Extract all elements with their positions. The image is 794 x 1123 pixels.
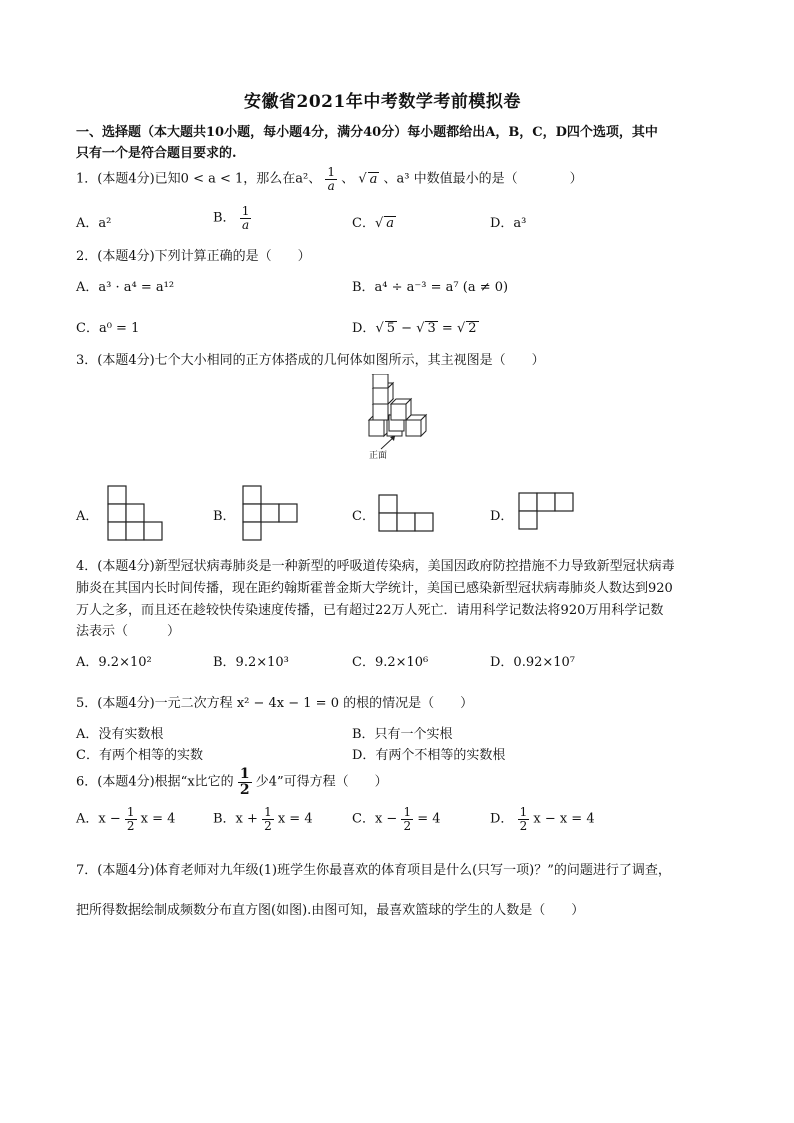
question-4-line1: 4．(本题4分)新型冠状病毒肺炎是一种新型的呼吸道传染病，美国因政府防控措施不力导致新型冠状病毒 [76,559,675,574]
question-6-stem: 6．(本题4分)根据“x比它的 $\frac{1}{2}$ 少4”可得方程（ ） [76,766,388,798]
question-3-option-c-figure[interactable] [378,494,436,534]
question-4-option-b[interactable]: B．9.2×10³ [213,655,289,670]
question-3-option-d-label[interactable]: D． [490,509,514,524]
fraction-one-over-a: $\frac{1}{a}$ [327,165,336,193]
question-5-option-d[interactable]: D．有两个不相等的实数根 [352,748,506,763]
question-1-option-b[interactable]: B． $\frac{1}{a}$ [213,204,250,232]
section-header-line1: 一、选择题（本大题共10小题，每小题4分，满分40分）每小题都给出A，B，C，D四个选项，其中 [76,125,658,140]
question-1-option-d[interactable]: D．a³ [490,216,527,231]
question-4-line3: 万人之多，而且还在趁较快传染速度传播，已有超过22万人死亡．请用科学记数法将920万用科学记数 [76,603,664,618]
question-3-option-a-figure[interactable] [107,485,165,543]
question-2-option-c[interactable]: C．a⁰ = 1 [76,321,140,336]
question-4-option-d[interactable]: D．0.92×10⁷ [490,655,576,670]
question-6-option-a[interactable]: A．x − $\frac{1}{2}$ x = 4 [76,805,176,833]
question-3-stem: 3．(本题4分)七个大小相同的正方体搭成的几何体如图所示，其主视图是（ ） [76,353,545,368]
question-2-option-b[interactable]: B．a⁴ ÷ a⁻³ = a⁷ (a ≠ 0) [352,280,509,295]
question-5-option-c[interactable]: C．有两个相等的实数 [76,748,203,763]
question-3-option-b-label[interactable]: B． [213,509,236,524]
question-5-option-b[interactable]: B．只有一个实根 [352,727,453,742]
question-2-option-a[interactable]: A．a³ · a⁴ = a¹² [76,280,175,295]
question-4-line2: 肺炎在其国内长时间传播，现在距约翰斯霍普金斯大学统计，美国已感染新型冠状病毒肺炎人数达到920 [76,581,673,596]
question-5-option-a[interactable]: A．没有实数根 [76,727,164,742]
question-6-option-c[interactable]: C．x − $\frac{1}{2}$ = 4 [352,805,441,833]
question-3-option-d-figure[interactable] [518,492,576,532]
question-7-line1: 7．(本题4分)体育老师对九年级(1)班学生你最喜欢的体育项目是什么(只写一项)？”的问题进行了调查， [76,863,671,878]
sqrt-a: a [369,171,378,187]
question-6-option-b[interactable]: B．x + $\frac{1}{2}$ x = 4 [213,805,313,833]
question-5-stem: 5．(本题4分)一元二次方程 x² − 4x − 1 = 0 的根的情况是（ ） [76,696,474,711]
question-2-stem: 2．(本题4分)下列计算正确的是（ ） [76,249,311,264]
question-4-line4: 法表示（ ） [76,624,181,639]
question-1-option-c[interactable]: C．√ a [352,216,395,231]
front-view-label: 正面 [369,451,388,461]
question-3-option-a-label[interactable]: A． [76,509,99,524]
section-header-line2: 只有一个是符合题目要求的. [76,146,237,161]
question-2-option-d[interactable]: D．√ 5 − √ 3 = √ 2 [352,321,477,336]
question-1-option-a[interactable]: A．a² [76,216,112,231]
question-3-option-b-figure[interactable] [242,485,300,543]
question-7-line2: 把所得数据绘制成频数分布直方图(如图).由图可知，最喜欢篮球的学生的人数是（ ） [76,903,585,918]
question-6-option-d[interactable]: D． $\frac{1}{2}$ x − x = 4 [490,805,595,833]
question-3-option-c-label[interactable]: C． [352,509,375,524]
question-4-option-c[interactable]: C．9.2×10⁶ [352,655,429,670]
question-1-stem: 1．(本题4分)已知0 < a < 1，那么在a²、 $\frac{1}{a}$ 、 √ a 、a³ 中数值最小的是（ ） [76,165,583,193]
question-4-option-a[interactable]: A．9.2×10² [76,655,152,670]
page-title: 安徽省2021年中考数学考前模拟卷 [244,92,521,112]
